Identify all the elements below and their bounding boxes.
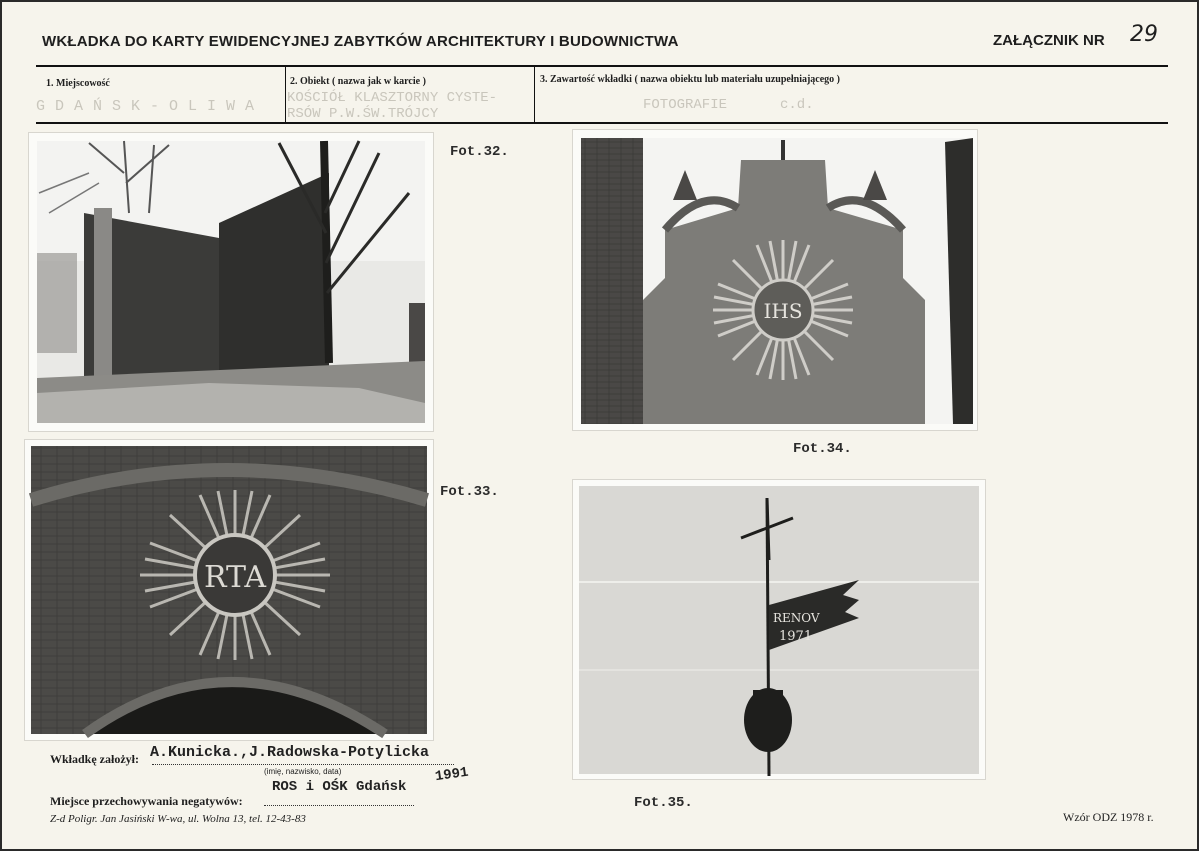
photo-35-image — [573, 480, 985, 779]
printer-info: Z-d Poligr. Jan Jasiński W-wa, ul. Wolna 13, tel. 12-43-83 — [50, 813, 306, 825]
photo-33 — [24, 439, 434, 741]
object-label: 2. Obiekt ( nazwa jak w karcie ) — [290, 76, 426, 87]
photo-32-image — [29, 133, 433, 431]
weathervane-text-2: 1971 — [779, 629, 813, 644]
table-divider-1 — [285, 66, 286, 123]
locality-value: GDAŃSK-OLIWA — [36, 98, 265, 115]
contents-value: FOTOGRAFIE — [643, 97, 728, 113]
negatives-dots — [264, 805, 414, 806]
negatives-value: ROS i OŚK Gdańsk — [272, 779, 407, 795]
form-model: Wzór ODZ 1978 r. — [1063, 810, 1154, 824]
locality-label: 1. Miejscowość — [46, 78, 110, 89]
caption-fot-35: Fot.35. — [634, 795, 693, 811]
table-top-line — [36, 65, 1168, 67]
weathervane-text-1: RENOV — [773, 611, 820, 625]
photo-34 — [572, 129, 978, 431]
caption-fot-32: Fot.32. — [450, 144, 509, 160]
negatives-label: Miejsce przechowywania negatywów: — [50, 794, 243, 808]
rta-monogram: RTA — [203, 560, 267, 595]
object-value-line2: RSÓW P.W.ŚW.TRÓJCY — [287, 106, 439, 122]
object-value-line1: KOŚCIÓŁ KLASZTORNY CYSTE- — [287, 90, 498, 106]
photo-32 — [28, 132, 434, 432]
founded-year: 1991 — [434, 764, 470, 786]
table-divider-2 — [534, 66, 535, 123]
photo-33-image — [25, 440, 433, 740]
photo-34-image — [573, 130, 977, 430]
caption-fot-34: Fot.34. — [793, 441, 852, 457]
attachment-number: 29 — [1130, 22, 1158, 47]
caption-fot-33: Fot.33. — [440, 484, 499, 500]
contents-label: 3. Zawartość wkładki ( nazwa obiektu lub materiału uzupełniającego ) — [540, 74, 841, 85]
table-bottom-line — [36, 122, 1168, 124]
founded-hint: (imię, nazwisko, data) — [264, 767, 342, 776]
document-title: WKŁADKA DO KARTY EWIDENCYJNEJ ZABYTKÓW ARCHITEKTURY I BUDOWNICTWA — [42, 33, 679, 50]
attachment-label: ZAŁĄCZNIK NR — [993, 32, 1105, 49]
founded-label: Wkładkę założył: — [50, 752, 139, 766]
founded-value: A.Kunicka.,J.Radowska-Potylicka — [150, 744, 430, 761]
ihs-monogram: IHS — [763, 299, 803, 323]
founded-dots — [152, 764, 454, 765]
contents-suffix: c.d. — [780, 97, 814, 113]
photo-35 — [572, 479, 986, 780]
ihs-sunburst — [713, 240, 853, 380]
